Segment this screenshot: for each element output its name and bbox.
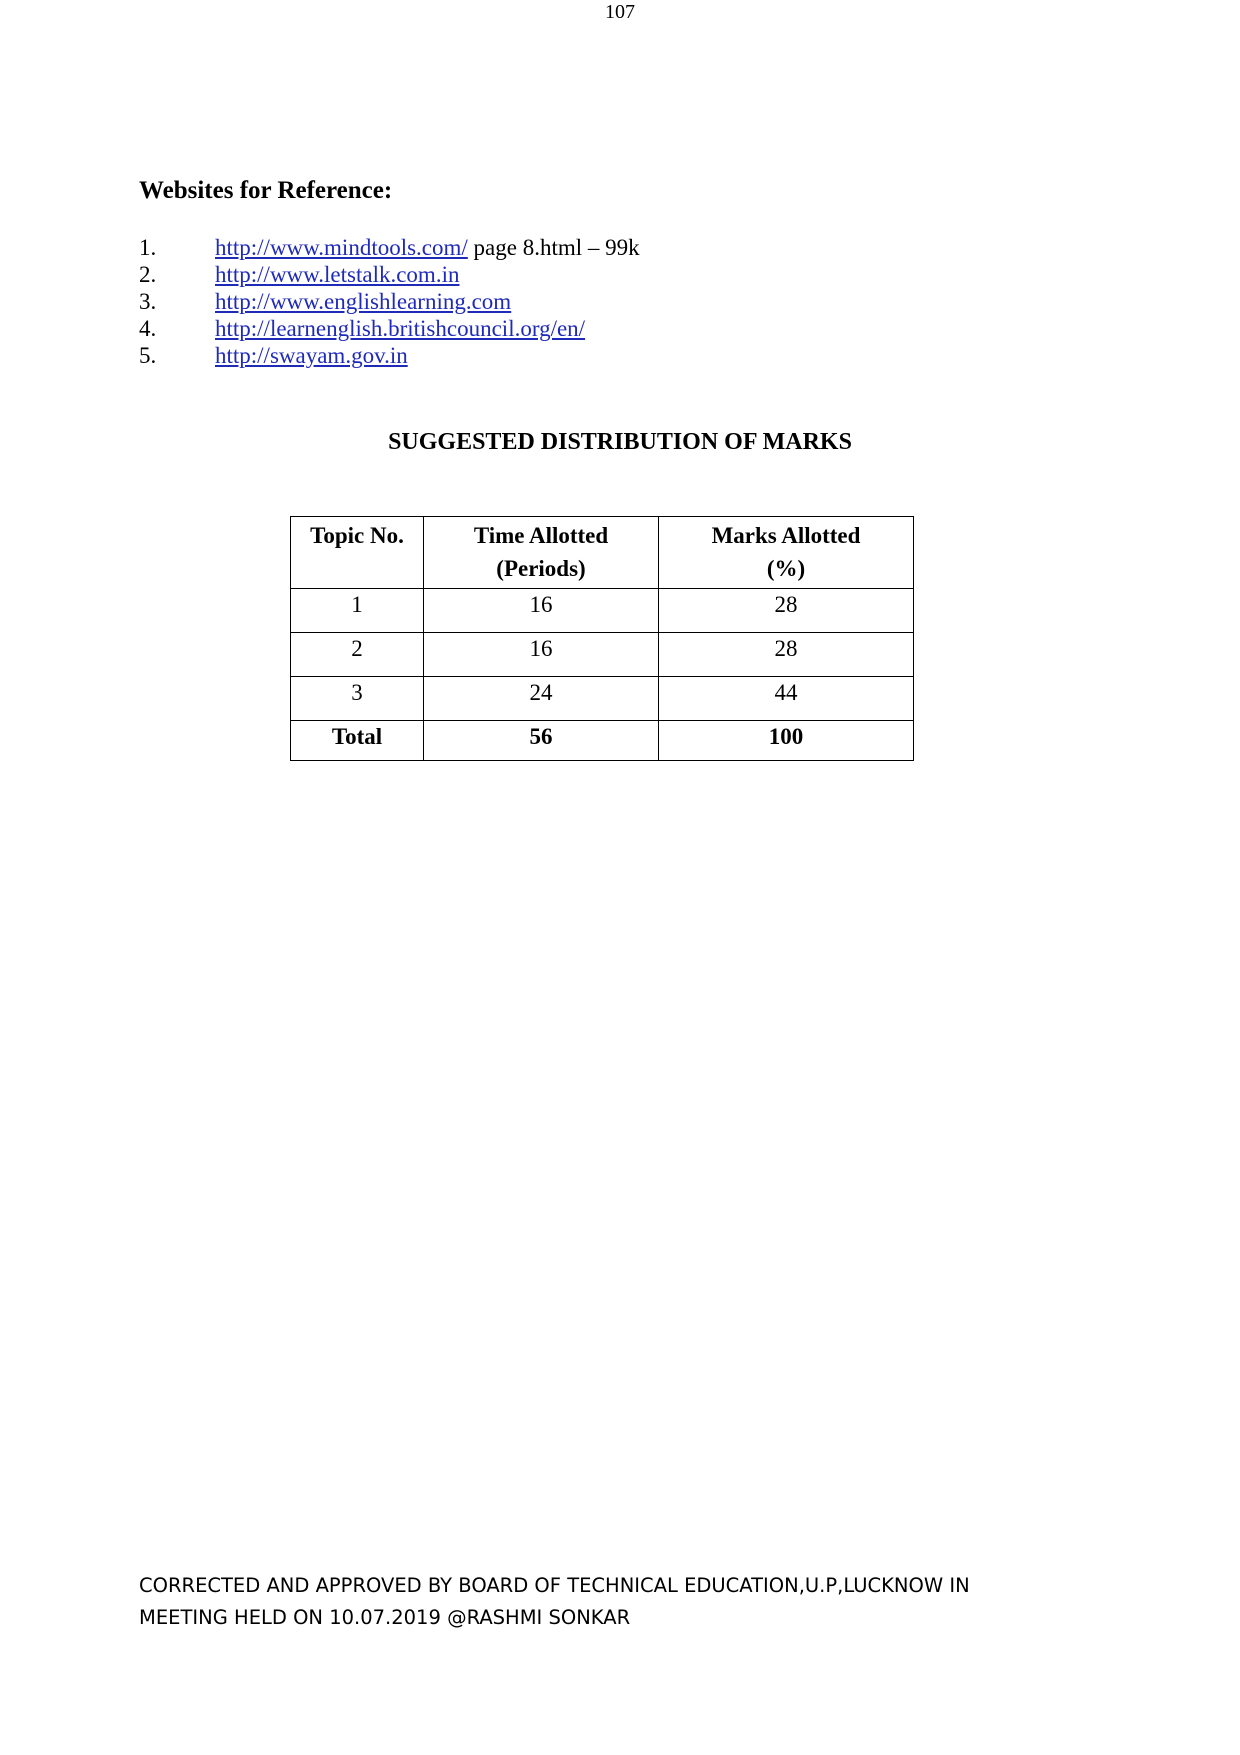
table-row (291, 677, 914, 721)
header-line: (%) (766, 556, 806, 581)
reference-body (215, 261, 459, 288)
cell-time: 16 (424, 633, 659, 677)
header-marks-allotted (659, 517, 914, 589)
cell-topic: 1 (291, 589, 424, 633)
cell-time: 16 (424, 589, 659, 633)
header-time-allotted (424, 517, 659, 589)
distribution-title: SUGGESTED DISTRIBUTION OF MARKS (388, 429, 852, 455)
reference-body (215, 342, 408, 369)
cell-total-label: Total (291, 721, 424, 761)
reference-number: 5. (139, 343, 157, 368)
reference-number: 2. (139, 262, 157, 287)
footer-line: MEETING HELD ON 10.07.2019 @RASHMI SONKAR (139, 1606, 631, 1629)
header-line: Time Allotted (473, 523, 609, 548)
reference-number: 3. (139, 289, 157, 314)
references-heading: Websites for Reference: (139, 177, 393, 204)
reference-number: 4. (139, 316, 157, 341)
header-topic-no (291, 517, 424, 589)
header-line: Marks Allotted (711, 523, 861, 548)
reference-link-englishlearning[interactable]: http://www.englishlearning.com (215, 289, 512, 314)
header-line: Topic No. (310, 523, 404, 548)
table-total-row (291, 721, 914, 761)
reference-body (215, 288, 511, 315)
cell-marks: 28 (659, 589, 914, 633)
cell-total-time: 56 (424, 721, 659, 761)
header-line: (Periods) (496, 556, 586, 581)
reference-body (215, 315, 585, 342)
table-header-row (291, 517, 914, 589)
reference-link-britishcouncil[interactable]: http://learnenglish.britishcouncil.org/en/ (215, 316, 586, 341)
marks-distribution-table (290, 516, 914, 761)
page-number: 107 (605, 1, 635, 23)
cell-total-marks: 100 (659, 721, 914, 761)
cell-topic: 2 (291, 633, 424, 677)
cell-marks: 28 (659, 633, 914, 677)
reference-number: 1. (139, 235, 157, 260)
reference-link-letstalk[interactable]: http://www.letstalk.com.in (215, 262, 460, 287)
table-row (291, 633, 914, 677)
reference-link-mindtools[interactable]: http://www.mindtools.com/ (215, 235, 468, 260)
cell-time: 24 (424, 677, 659, 721)
reference-suffix: page 8.html – 99k (467, 235, 640, 260)
reference-link-swayam[interactable]: http://swayam.gov.in (215, 343, 408, 368)
approval-footer (139, 1570, 970, 1634)
cell-topic: 3 (291, 677, 424, 721)
cell-marks: 44 (659, 677, 914, 721)
table-row (291, 589, 914, 633)
footer-line: CORRECTED AND APPROVED BY BOARD OF TECHNICAL EDUCATION,U.P,LUCKNOW IN (139, 1574, 970, 1597)
reference-body (215, 234, 640, 261)
